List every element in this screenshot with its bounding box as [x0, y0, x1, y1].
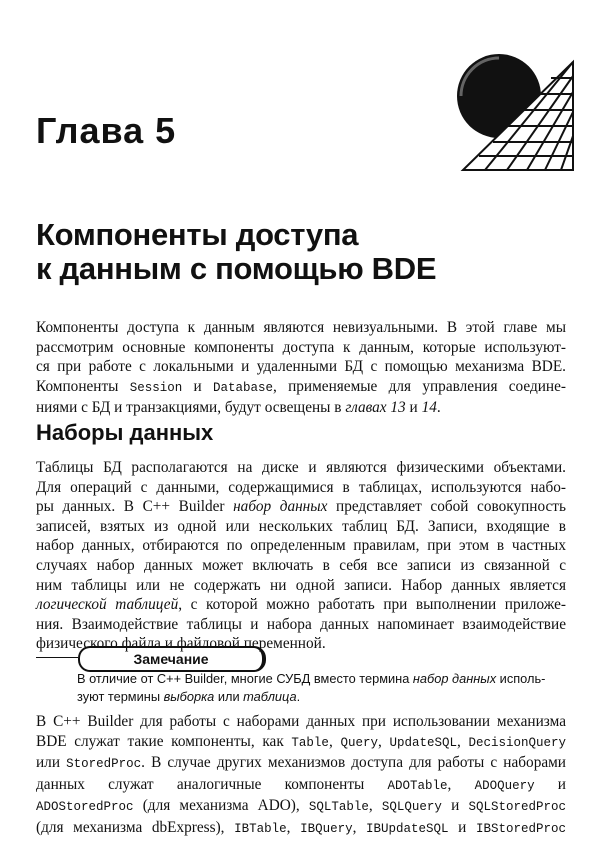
paragraph-line: физического файла и файловой переменной. [36, 635, 326, 653]
chapter-ref-13: главах 13 [345, 399, 406, 417]
paragraph-line: Для операций с данными, содержащимися в таблицах, используются набо- [36, 478, 566, 496]
intro-line: рассмотрим основные компоненты доступа к данным, которые используют- [36, 338, 566, 356]
term-logical-table: логической таблицей [36, 596, 179, 614]
note-term: таблица [243, 689, 297, 704]
note-rule [36, 657, 78, 658]
paragraph-line: случаях набор данных может включать в себя все записи из связанной с [36, 556, 566, 574]
paragraph-line: ры данных. В C++ Builder набор данных представляет собой совокупность [36, 498, 566, 516]
term-dataset: набор данных [233, 498, 328, 516]
paragraph-line: ния. Взаимодействие таблицы и набора данных напоминает взаимодействие [36, 615, 566, 633]
paragraph-line: В C++ Builder для работы с наборами данных при использовании механизма [36, 713, 566, 730]
paragraph-line: или StoredProc. В случае других механизмов доступа для работы с наборами [36, 754, 566, 772]
chapter-number: Глава 5 [36, 110, 177, 151]
chapter-title-line-1: Компоненты доступа [36, 217, 359, 252]
note-badge [78, 646, 266, 672]
paragraph-line: Таблицы БД располагаются на диске и являются физическими объектами. [36, 459, 566, 476]
intro-line: ся при работе с локальными и удаленными БД с помощью механизма BDE. [36, 358, 566, 376]
intro-line: ниями с БД и транзакциями, будут освещены в главах 13 и 14. [36, 399, 441, 417]
chapter-grid-sphere-icon [455, 52, 575, 172]
intro-paragraph [36, 318, 566, 418]
section-heading: Наборы данных [36, 420, 214, 445]
components-paragraph [36, 712, 566, 840]
paragraph-line: данных служат аналогичные компоненты ADOTable, ADOQuery и [36, 775, 566, 793]
paragraph-line: записей, взятых из одной или нескольких таблиц БД. Записи, входящие в [36, 517, 566, 535]
paragraph-line: (для механизма dbExpress), IBTable, IBQuery, IBUpdateSQL и IBStoredProc [36, 818, 566, 836]
note-line: зуют термины выборка или таблица. [77, 689, 301, 704]
intro-line: Компоненты доступа к данным являются невизуальными. В этой главе мы [36, 319, 566, 336]
note-label: Замечание [133, 651, 209, 667]
datasets-paragraph [36, 458, 566, 654]
code-session: Session [129, 380, 183, 395]
note-term: набор данных [412, 671, 497, 686]
paragraph-line: логической таблицей, с которой можно работать при выполнении приложе- [36, 596, 566, 614]
note-term: выборка [163, 689, 215, 704]
paragraph-line: ADOStoredProc (для механизма ADO), SQLTable, SQLQuery и SQLStoredProc [36, 797, 566, 815]
chapter-ref-14: 14 [421, 399, 437, 417]
paragraph-line: BDE служат такие компоненты, как Table, Query, UpdateSQL, DecisionQuery [36, 732, 566, 750]
note-text [77, 670, 565, 706]
paragraph-line: набор данных, отбираются по определенным правилам, при этом в частных [36, 537, 566, 555]
chapter-title-line-2: к данным с помощью BDE [36, 251, 437, 286]
intro-line: Компоненты Session и Database, применяемые для управления соедине- [36, 377, 567, 395]
note-line: В отличие от C++ Builder, многие СУБД вместо термина набор данных исполь- [77, 671, 546, 686]
code-database: Database [212, 380, 273, 395]
paragraph-line: ним таблицы или не содержать ни одной записи. Набор данных является [36, 576, 566, 594]
chapter-title [36, 218, 436, 286]
